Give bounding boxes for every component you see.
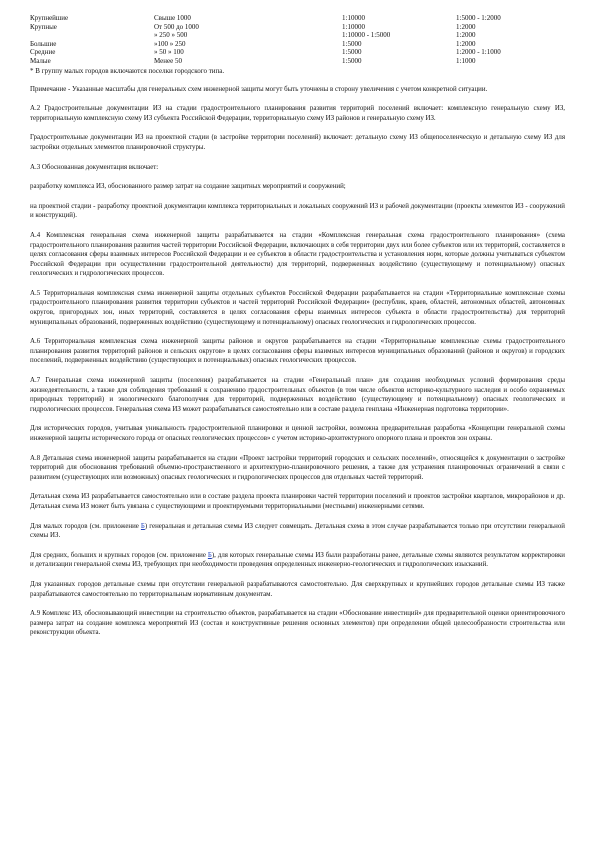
detailed-scheme-scale-cell: 1:1000: [456, 56, 476, 65]
table-row: [30, 14, 570, 23]
detailed-scheme-scale-cell: 1:2000 - 1:1000: [456, 48, 501, 57]
city-group-cell: Крупнейшие: [30, 14, 69, 22]
population-cell: От 500 до 1000: [154, 22, 199, 31]
table-row: [30, 48, 570, 57]
appendix-b-link-2[interactable]: Б: [207, 551, 212, 559]
general-scheme-scale-cell: 1:5000: [342, 48, 362, 57]
paragraph-medium-cities-text-start: Для средних, больших и крупных городов (см. приложение: [30, 551, 208, 559]
city-group-cell: Крупные: [30, 22, 57, 31]
paragraph-large-cities: Для указанных городов детальные схемы при отсутствии генеральной разрабатываются самостоятельно. Для сверхкрупных и крупнейших городов детальные схемы ИЗ также разрабатываются самостоятельно по территориальным нормативным документам.: [30, 580, 565, 598]
general-scheme-scale-cell: 1:5000: [342, 39, 362, 48]
general-scheme-scale-cell: 1:10000: [342, 14, 365, 22]
table-row: [30, 31, 570, 40]
paragraph-a3: А.3 Обоснованная документация включает:: [30, 163, 159, 171]
paragraph-small-cities-text-start: Для малых городов (см. приложение: [30, 522, 141, 530]
table-row: [30, 23, 570, 32]
paragraph-a8: А.8 Детальная схема инженерной защиты разрабатывается на стадии «Проект застройки территорий городских и сельских поселений», относящейся к документации о застройке территорий для обоснования требований объемно-пространственного и архитектурно-планировочного решения, а также для устранения планировочных ограничений в связи с развитием (существующих или возможных) опасных геологических и гидрологических процессов для отдельных частей территорий.: [30, 454, 565, 481]
paragraph-medium-cities: [30, 551, 565, 570]
paragraph-a7: А.7 Генеральная схема инженерной защиты (поселения) разрабатывается на стадии «Генеральный план» для создания необходимых условий формирования среды жизнедеятельности, а также для соблюдения требований к сохранению градостроительных объектов (в том числе объектов историко-культурного наследия и особо охраняемых природных территорий) и экологического благополучия для территорий, подверженных воздействию (существующему и потенциальному) опасных геологических и гидрологических процессов. Генеральная схема ИЗ может разрабатываться самостоятельно или в составе раздела генплана «Инженерная подготовка территории».: [30, 377, 565, 413]
city-group-cell: Средние: [30, 48, 56, 57]
paragraph-a5: А.5 Территориальная комплексная схема инженерной защиты отдельных субъектов Российской Федерации разрабатывается на стадии «Территориальные комплексные схемы градостроительного планирования развития территории субъектов и частей территорий Российской Федерации» (республик, краев, областей, автономных областей, автономных округов, пригородных зон, иных территорий, составляется в целях согласования сферы взаимных интересов субъекта в области градостроительства) для территорий муниципальных образований, подверженных воздействию (существующему и потенциальному) опасных геологических и гидрологических процессов.: [30, 289, 565, 326]
detailed-scheme-scale-cell: 1:5000 - 1:2000: [456, 14, 501, 22]
paragraph-a3-item-2: на проектной стадии - разработку проектной документации комплекса территориальных и локальных сооружений ИЗ и рабочей документации (проекты элементов ИЗ - сооружений и конструкций).: [30, 202, 565, 220]
detailed-scheme-scale-cell: 1:2000: [456, 39, 476, 48]
city-group-cell: Большие: [30, 39, 57, 48]
paragraph-a3-item-1: разработку комплекса ИЗ, обоснованного размер затрат на создание защитных мероприятий и сооружений;: [30, 183, 346, 191]
general-scheme-scale-cell: 1:10000 - 1:5000: [342, 31, 391, 40]
population-cell: »100 » 250: [154, 39, 186, 48]
paragraph-historic-cities: Для исторических городов, учитывая уникальность градостроительной планировки и ценной застройки, возможна предварительная разработка «Концепции генеральной схемы инженерной защиты исторического города от опасных геологических процессов» с учетом историко-архитектурного опорного плана и проектов зон охраны.: [30, 425, 565, 442]
population-cell: » 50 » 100: [154, 48, 184, 57]
table-row: [30, 57, 570, 66]
paragraph-a2-design: Градостроительные документации ИЗ на проектной стадии (в застройке территории поселений) включает: детальную схему ИЗ общепоселенческую и детальную схему ИЗ для застройки отдельных элементов планировочной структуры.: [30, 134, 565, 151]
paragraph-small-cities-text-end: ) генеральная и детальная схемы ИЗ следует совмещать. Детальная схема в этом случае разрабатывается только при отсутствии генеральной схемы ИЗ.: [30, 522, 565, 540]
paragraph-a4: А.4 Комплексная генеральная схема инженерной защиты разрабатывается на стадии «Комплексная генеральная схема градостроительного планирования» (схема градостроительного планирования развития частей территории Российской Федерации, включающих в себя территории двух или более субъектов или их территорий, составляется в целях согласования сферы взаимных интересов Российской Федерации и ее субъектов в области градостроительства и установления норм, которые должны учитываться субъектом Российской Федерации при осуществлении градостроительной деятельности) для территорий, подверженных воздействию (существующему и потенциальному) опасных геологических и гидрологических процессов.: [30, 231, 565, 278]
note-paragraph: Примечание - Указанные масштабы для генеральных схем инженерной защиты могут быть уточнены в сторону увеличения с учетом конкретной ситуации.: [30, 85, 488, 93]
paragraph-a6: А.6 Территориальная комплексная схема инженерной защиты районов и округов разрабатывается на стадии «Территориальные комплексные схемы градостроительного планирования развития территорий районов и сельских округов» в целях согласования сферы взаимных интересов муниципальных образований (районов и округов) и городских поселений, подверженных воздействию (существующих и потенциальных) опасных геологических процессов.: [30, 338, 565, 365]
paragraph-a9: А.9 Комплекс ИЗ, обосновывающий инвестиции на строительство объектов, разрабатывается на стадии «Обоснование инвестиций» для предварительной оценки ориентировочного размера затрат на создание комплекса мероприятий ИЗ (состав и конструктивные решения основных элементов) при определении общей целесообразности строительства или реконструкции объекта.: [30, 610, 565, 637]
paragraph-small-cities: [30, 522, 565, 541]
table-footnote: * В группу малых городов включаются поселки городского типа.: [30, 66, 225, 75]
appendix-b-link[interactable]: Б: [140, 522, 145, 530]
paragraph-detailed-scheme: Детальная схема ИЗ разрабатывается самостоятельно или в составе раздела проекта планировки частей территории поселений и проектов застройки кварталов, микрорайонов и др. Детальная схема ИЗ может быть увязана с существующими и проектируемыми территориальными (местными) инженерными сетями.: [30, 493, 565, 510]
population-cell: » 250 » 500: [154, 31, 188, 40]
general-scheme-scale-cell: 1:5000: [342, 56, 362, 65]
paragraph-a2: А.2 Градостроительные документации ИЗ на стадии градостроительного планирования развития территорий поселений включает: комплексную генеральную схему ИЗ, территориальную комплексную схему ИЗ субъекта Российской Федерации, территориальную схему ИЗ районов и генеральную схему ИЗ.: [30, 105, 565, 122]
population-cell: Свыше 1000: [154, 14, 191, 22]
general-scheme-scale-cell: 1:10000: [342, 22, 365, 31]
city-group-cell: Малые: [30, 56, 51, 65]
paragraph-medium-cities-text-end: ), для которых генеральные схемы ИЗ были разработаны ранее, детальные схемы являются результатом корректировки и детализации генеральной схемы ИЗ, требующих при необходимости проведения определенных инженерно-геологических и гидрологических изысканий.: [30, 551, 565, 569]
table-row: [30, 40, 570, 49]
city-size-scale-table: [30, 14, 570, 66]
detailed-scheme-scale-cell: 1:2000: [456, 22, 476, 31]
city-group-cell: [30, 31, 154, 40]
population-cell: Менее 50: [154, 56, 182, 65]
detailed-scheme-scale-cell: 1:2000: [456, 31, 476, 40]
